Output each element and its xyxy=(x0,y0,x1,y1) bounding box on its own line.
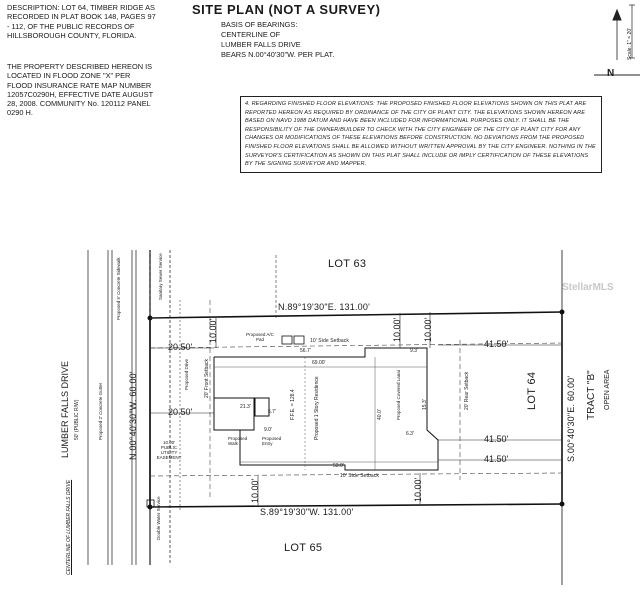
house-dim-63: 6.3' xyxy=(406,431,414,437)
house-dim-40: 40.0' xyxy=(377,409,383,420)
house-dim-57: 5.7' xyxy=(268,409,276,415)
lot-description: DESCRIPTION: LOT 64, TIMBER RIDGE AS RECORDED IN PLAT BOOK 148, PAGES 97 - 112, OF THE PUBLIC RECORDS OF HILLSBOROUGH COUNTY, FLORIDA. xyxy=(7,3,156,40)
house-dim-40-wrap xyxy=(377,409,389,425)
dim-10-sw: 10.00' xyxy=(250,478,260,503)
ac-pad-label: Proposed A/C Pad xyxy=(246,332,274,342)
lot-65-label: LOT 65 xyxy=(284,542,323,554)
tract-label: TRACT "B" xyxy=(586,370,597,420)
sewer-wrap xyxy=(158,253,205,305)
west-bearing: N.00°40'30"W. 60.00' xyxy=(128,371,138,460)
dim-4150-bot: 41.50' xyxy=(484,454,509,464)
walk-label: Proposed Walk xyxy=(228,436,248,446)
ffe-label: F.F.E. = 128.4 xyxy=(290,389,296,420)
side-setback-bot: 10' Side Setback xyxy=(340,473,379,479)
flood-zone-note: THE PROPERTY DESCRIBED HEREON IS LOCATED IN FLOOD ZONE "X" PER FLOOD INSURANCE RATE MAP NUMBER 12057C0290H, EFFECTIVE DATE AUGUST 28, 2008. COMMUNITY No. 120112 PANEL 0290 H. xyxy=(7,62,153,118)
ac-pad xyxy=(282,336,292,344)
north-label: N xyxy=(607,68,615,79)
easement-label: 10.00' PUBLIC UTILITY EASEMENT xyxy=(156,440,182,460)
scale-label: Scale: 1" = 20' xyxy=(627,27,633,60)
water-label: Double Water Service xyxy=(156,496,161,540)
house-dim-153: 15.3' xyxy=(422,399,428,410)
house-dimension-lines xyxy=(214,357,438,470)
house-dim-153-wrap xyxy=(422,399,434,415)
front-setback: 20' Front Setback xyxy=(204,358,210,398)
dim-2050-mid: 20.50' xyxy=(168,407,193,417)
house-dim-567: 56.7' xyxy=(300,348,311,354)
gutter-label: Proposed 2' Concrete Gutter xyxy=(98,382,103,440)
house-label-wrap xyxy=(314,376,378,446)
house-label: Proposed 1 Story Residence xyxy=(314,376,320,440)
side-setback-top: 10' Side Setback xyxy=(310,338,349,344)
lot-64-label: LOT 64 xyxy=(526,371,538,410)
tract-sub-wrap xyxy=(604,369,642,417)
lanai-label: Proposed Covered Lanai xyxy=(396,370,401,420)
lot-63-label: LOT 63 xyxy=(328,258,367,270)
ac-pad-2 xyxy=(294,336,304,344)
dim-10-ne2: 10.00' xyxy=(423,317,433,342)
basis-line-4: BEARS N.00°40'30"W. PER PLAT. xyxy=(221,50,335,59)
dim-4150-top: 41.50' xyxy=(484,339,509,349)
rear-setback: 20' Rear Setback xyxy=(464,371,470,410)
watermark: StellarMLS xyxy=(562,282,614,293)
page-title: SITE PLAN (NOT A SURVEY) xyxy=(192,2,381,17)
dim-10-ne2-wrap xyxy=(423,317,447,352)
sewer-label: Sanitary Sewer Service xyxy=(158,253,163,300)
entry-label: Proposed Entry xyxy=(262,436,282,446)
house-dim-213: 21.3' xyxy=(240,404,251,410)
basis-line-2: CENTERLINE OF xyxy=(221,30,281,39)
rear-setback-wrap xyxy=(464,371,502,416)
house-dim-69: 69.00' xyxy=(312,360,326,366)
dim-10-se: 10.00' xyxy=(413,477,423,502)
finished-floor-note: 4. REGARDING FINISHED FLOOR ELEVATIONS: THE PROPOSED FINISHED FLOOR ELEVATIONS SHOWN ON THIS PLAT ARE REPORTED HEREON AS REQUIRED BY ORDINANCE OF THE CITY OF PLANT CITY. THE ELEVATIONS SHOWN HEREON ARE BASED ON NAVD 1988 DATUM AND HAVE BEEN INCLUDED FOR INFORMATIONAL PURPOSES ONLY. IT SHALL BE THE RESPONSIBILITY OF THE OWNER/BUILDER TO CHECK WITH THE CITY ENGINEER OF THE CITY OF PLANT CITY FOR ANY CHANGES OR MODIFICATIONS OF THESE ELEVATIONS BEFORE CONSTRUCTION. NO DEVIATIONS FROM THE PROPOSED FINISHED FLOOR ELEVATIONS SHALL BE ALLOWED WITHOUT WRITTEN APPROVAL BY THE CITY ENGINEER. NOTHING IN THE SURVEYOR'S CERTIFICATION AS SHOWN ON THIS PLAT SHALL INCLUDE OR IMPLY CERTIFICATION OF THESE ELEVATIONS BY THE SIGNING SURVEYOR AND MAPPER. xyxy=(240,96,602,173)
water-wrap xyxy=(156,496,200,545)
north-bearing: N.89°19'30"E. 131.00' xyxy=(278,302,370,312)
dim-10-ne: 10.00' xyxy=(392,317,402,342)
dim-4150-mid: 41.50' xyxy=(484,434,509,444)
house-dim-93: 9.3' xyxy=(410,348,418,354)
basis-line-1: BASIS OF BEARINGS: xyxy=(221,20,298,29)
street-name: LUMBER FALLS DRIVE xyxy=(60,360,70,458)
centerline-label: CENTERLINE OF LUMBER FALLS DRIVE xyxy=(66,479,72,575)
dim-10-nw-wrap xyxy=(208,318,232,353)
house-dim-53: 53.0' xyxy=(333,463,344,469)
house-dim-90: 9.0' xyxy=(264,427,272,433)
dim-10-nw: 10.00' xyxy=(208,318,218,343)
scale-bar xyxy=(629,5,635,58)
dim-10-se-wrap xyxy=(413,477,437,512)
drive-label: Proposed Drive xyxy=(184,358,189,390)
east-bearing: S.00°40'30"E. 60.00' xyxy=(566,375,576,462)
lot-64-label-wrap xyxy=(526,371,564,422)
dim-2050-top: 20.50' xyxy=(168,342,193,352)
basis-line-3: LUMBER FALLS DRIVE xyxy=(221,40,301,49)
sidewalk-label: Proposed 5' Concrete Sidewalk xyxy=(116,257,121,320)
tract-sub: OPEN AREA xyxy=(604,369,611,410)
north-arrow-icon xyxy=(594,10,640,75)
south-bearing: S.89°19'30"W. 131.00' xyxy=(260,507,354,517)
front-setback-wrap xyxy=(204,358,243,404)
street-width: 50' (PUBLIC R/W) xyxy=(74,399,80,440)
dim-10-sw-wrap xyxy=(250,478,274,513)
